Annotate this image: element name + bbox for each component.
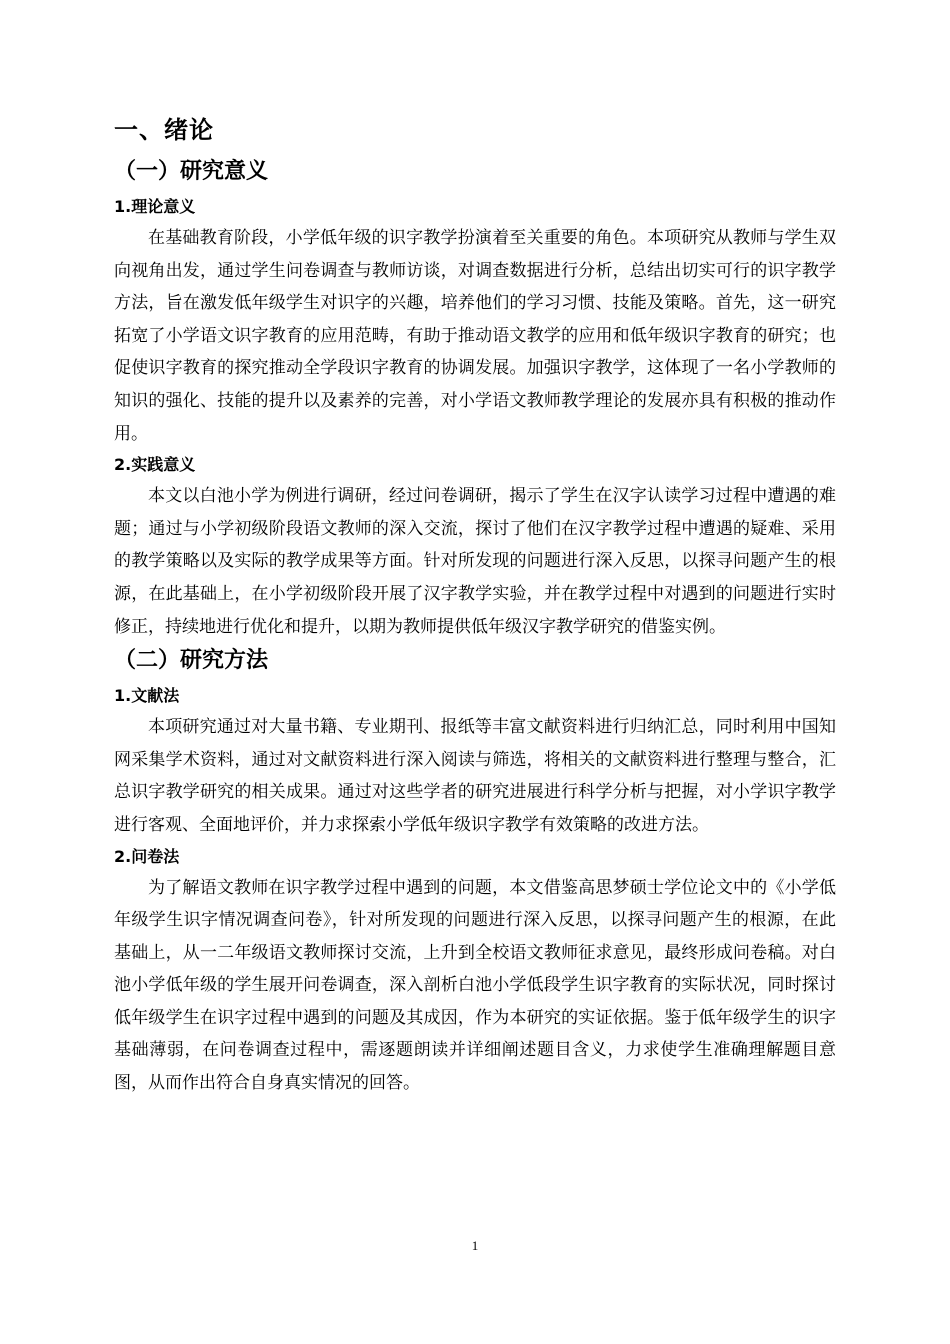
paragraph-questionnaire: 为了解语文教师在识字教学过程中遇到的问题，本文借鉴高思梦硕士学位论文中的《小学低年级学生识字情况调查问卷》，针对所发现的问题进行深入反思，以探寻问题产生的根源，在此基础上，从一二年级语文教师探讨交流，上升到全校语文教师征求意见，最终形成问卷稿。对白池小学低年级的学生展开问卷调查，深入剖析白池小学低段学生识字教育的实际状况，同时探讨低年级学生在识字过程中遇到的问题及其成因，作为本研究的实证依据。鉴于低年级学生的识字基础薄弱，在问卷调查过程中，需逐题朗读并详细阐述题目含义，力求使学生准确理解题目意图，从而作出符合自身真实情况的回答。 — [114, 877, 836, 1094]
subsection-heading-practice: 2.实践意义 — [114, 455, 196, 475]
subsection-heading-questionnaire: 2.问卷法 — [114, 846, 180, 866]
paragraph-theory: 在基础教育阶段，小学低年级的识字教学扮演着至关重要的角色。本项研究从教师与学生双向视角出发，通过学生问卷调查与教师访谈，对调查数据进行分析，总结出切实可行的识字教学方法，旨在激发低年级学生对识字的兴趣，培养他们的学习习惯、技能及策略。首先，这一研究拓宽了小学语文识字教育的应用范畴，有助于推动语文教学的应用和低年级识字教育的研究；也促使识字教育的探究推动全学段识字教育的协调发展。加强识字教学，这体现了一名小学教师的知识的强化、技能的提升以及素养的完善，对小学语文教师教学理论的发展亦具有积极的推动作用。 — [114, 228, 836, 444]
paragraph-practice: 本文以白池小学为例进行调研，经过问卷调研，揭示了学生在汉字认读学习过程中遭遇的难题；通过与小学初级阶段语文教师的深入交流，探讨了他们在汉字教学过程中遭遇的疑难、采用的教学策略以及实际的教学成果等方面。针对所发现的问题进行深入反思，以探寻问题产生的根源，在此基础上，在小学初级阶段开展了汉字教学实验，并在教学过程中对遇到的问题进行实时修正，持续地进行优化和提升，以期为教师提供低年级汉字教学研究的借鉴实例。 — [114, 486, 836, 637]
section-heading-methods: （二）研究方法 — [114, 648, 269, 674]
section-heading-significance: （一）研究意义 — [114, 159, 269, 184]
subsection-heading-theory: 1.理论意义 — [114, 197, 196, 216]
document-body — [114, 110, 836, 1100]
paragraph-literature: 本项研究通过对大量书籍、专业期刊、报纸等丰富文献资料进行归纳汇总，同时利用中国知网采集学术资料，通过对文献资料进行深入阅读与筛选，将相关的文献资料进行整理与整合，汇总识字教学研究的相关成果。通过对这些学者的研究进展进行科学分析与把握，对小学识字教学进行客观、全面地评价，并力求探索小学低年级识字教学有效策略的改进方法。 — [114, 717, 836, 835]
page-number: 1 — [471, 1238, 479, 1253]
subsection-heading-literature: 1.文献法 — [114, 686, 180, 706]
chapter-heading: 一、绪论 — [114, 116, 214, 144]
